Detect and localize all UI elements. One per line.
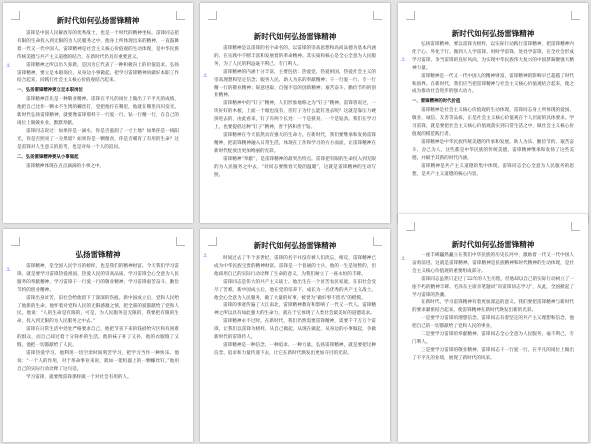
paragraph: 雷锋精神“奉献”，是雷锋精神的最突出特点。雷锋把有限的生命投入到无限的为人民服务之中去，“对同志要像春天般的温暖”，这就是雷锋精神的生动写照。 (214, 156, 376, 178)
margin-corner-mark (571, 11, 580, 20)
page-title: 新时代如何弘扬雷锋精神 (253, 241, 337, 250)
document-page-2[interactable] (200, 3, 390, 223)
margin-corner-mark (406, 222, 415, 231)
paragraph: 二是要学习雷锋的奉献精神。雷锋同志全心全意为人民服务，毫不利己，专门利人。 (412, 332, 574, 345)
page-title: 新时代如何弘扬雷锋精神 (451, 29, 535, 38)
margin-corner-mark (406, 11, 415, 20)
paragraph: 雷锋同志是伟大的共产主义战士。他出生在一个贫苦农民家庭，在旧社会受尽了苦难。新中国成立后，他在党的培养下，成长为一名优秀的共产主义战士。他全心全意为人民服务，做了大量的好事，被誉为“做好事不留名”的楷模。 (214, 279, 376, 301)
paragraph: 雷锋出身贫苦，旧社会给他留下了深深的伤痕。新中国成立后，党和人民给了他新的生命。他怀着对党和人民的无限感激之情，把全部的爱都献给了党和人民。他说：“人的生命是有限的，可是，为人民服务是无限的，我要把有限的生命，投入到无限的为人民服务之中去。” (17, 295, 179, 325)
page-body (214, 255, 376, 440)
page-body (412, 41, 574, 219)
document-page-5[interactable] (200, 229, 390, 442)
paragraph-anchor-icon: ⚓ (202, 73, 208, 79)
paragraph: 雷锋精神首先是一种敬业精神。雷锋在平凡的岗位上做出了不平凡的成绩，他把自己比作一颗永不生锈的螺丝钉，党把他拧在哪里，他就在哪里闪闪发光。新时代弘扬雷锋精神，就要像雷锋那样干一行爱一行、钻一行精一行，在自己的岗位上兢兢业业、默默奉献。 (17, 97, 179, 126)
page-title: 新时代如何弘扬雷锋精神 (56, 16, 140, 25)
margin-corner-mark (176, 237, 185, 246)
margin-corner-mark (373, 11, 382, 20)
paragraph: 在新时代，学习雷锋精神有着更加深远的意义。我们要把雷锋精神与新时代的要求紧密结合起来，使雷锋精神在新时代焕发出新的光彩。 (412, 300, 574, 314)
section-heading: 二、弘扬雷锋精神要从小事做起 (17, 154, 79, 160)
page-body (214, 45, 376, 219)
paragraph: 三是要学习雷锋的敬业精神。雷锋同志干一行爱一行，在平凡的岗位上做出了不平凡的业绩，展现了新时代的风采。 (412, 347, 574, 361)
paragraph: 雷锋精神永不过时。在新时代，我们仍然需要雷锋精神，需要千千万万个雷锋。让我们以雷锋为榜样，从自己做起，从现在做起，从身边的小事做起，争做新时代的雷锋传人。 (214, 319, 376, 341)
margin-corner-mark (208, 11, 217, 20)
document-page-6[interactable] (398, 214, 588, 442)
page-title: 新时代如何弘扬雷锋精神 (451, 240, 535, 249)
page-body (17, 263, 179, 440)
paragraph: 雷锋精神是社会主义核心价值观的生动体现。雷锋同志身上所体现的爱国、敬业、诚信、友善等品质，正是社会主义核心价值观在个人层面的具体要求。学习雷锋，就是要把社会主义核心价值观落实到日常生活之中，做社会主义核心价值观的模范践行者。 (412, 108, 574, 137)
page-title: 新时代如何弘扬雷锋精神 (253, 32, 337, 41)
paragraph: 雷锋精神是一种信念、一种追求、一种力量。弘扬雷锋精神，就是要把这种信念、追求和力量传递下去，让它在新时代焕发出更加夺目的光彩。 (214, 342, 376, 356)
section-heading: 一、弘扬雷锋精神要立足本职岗位 (17, 88, 83, 94)
paragraph: 雷锋精神是中华民族传统美德的传承和发展。助人为乐、勤俭节约、艰苦奋斗、舍己为人，这些都是中华民族的传统美德。雷锋精神继承和发扬了这些美德，并赋予其新的时代内涵。 (412, 139, 574, 161)
page-title: 弘扬雷锋精神 (75, 250, 121, 259)
paragraph: 雷锋的事迹传遍了大江南北，雷锋精神教育和影响了一代又一代人。雷锋精神之所以具有如此强大的生命力，就在于它体现了人类社会最美好的道德追求。 (214, 303, 376, 317)
paragraph-anchor-icon: ⚓ (400, 256, 406, 262)
paragraph: 雷锋精神体现在点点滴滴的小事之中。 (26, 163, 105, 169)
paragraph: 一座丰碑巍然矗立在我们中华民族的历史长河中，激励着一代又一代中国人奋勇前进。这就是雷锋精神。雷锋精神是民族精神和时代精神的生动体现，是社会主义核心价值观的重要组成部分。 (412, 253, 574, 274)
paragraph: 雷锋精神，是全国人民学习的榜样，也是我们的精神财富。今天我们学习雷锋，就是要学习雷锋热爱祖国、热爱人民的崇高品质，学习雷锋全心全意为人民服务的奉献精神，学习雷锋干一行爱一行的敬业精神，学习雷锋艰苦奋斗、勤俭节约的创业精神。 (17, 264, 179, 293)
paragraph: 雷锋同志说过：如果你是一滴水，你是否滋润了一寸土地？如果你是一线阳光，你是否照亮了一分黑暗？如果你是一颗粮食，你是否哺育了有用的生命？这是雷锋对人生意义的思考，也是对每一个人的追问。 (17, 128, 179, 150)
paragraph: 雷锋精神在今天依然具有强大的生命力。在新时代，我们要继承和发扬雷锋精神，把雷锋精神融入日常生活，体现在工作和学习的方方面面，让雷锋精神在新时代绽放出更加绚丽的光彩。 (214, 132, 376, 154)
document-page-4[interactable] (3, 229, 193, 442)
paragraph: 雷锋精神是共产主义道德的集中体现。雷锋同志全心全意为人民服务的思想，是共产主义道德的核心内容。 (412, 163, 574, 177)
page-body (412, 252, 574, 440)
paragraph: 雷锋是中国人民解放军的优秀战士，也是一个时代的精神坐标。雷锋同志把有限的生命投入到无限的为人民服务之中，他身上所体现出来的精神，一直鼓舞着一代又一代中国人。雷锋精神是社会主义核心价值观的生动体现，是中华民族传统美德与共产主义道德的结合，在新时代仍具有重要意义。 (17, 31, 179, 60)
margin-corner-mark (11, 237, 20, 246)
paragraph: 雷锋同志虽然只走过了22年的人生历程，但他却以自己的实际行动树立了一座不朽的精神丰碑。毛泽东主席亲笔题词“向雷锋同志学习”，从此，全国掀起了学习雷锋的热潮。 (412, 276, 574, 298)
paragraph: 雷锋精神之所以历久弥新，是因为它代表了一种积极向上的价值追求。弘扬雷锋精神，要立足本职岗位，从身边小事做起，把学习雷锋精神同做好本职工作结合起来，同践行社会主义核心价值观结合起来。 (17, 62, 179, 84)
section-heading: 一、雷锋精神的时代价值 (412, 99, 461, 105)
paragraph: 弘扬雷锋精神，要以雷锋为榜样，以实际行动践行雷锋精神，把雷锋精神内化于心、外化于行。做到人人学雷锋、时时学雷锋、处处学雷锋，在全社会形成学习雷锋、争当雷锋的良好风尚，为实现中华民族伟大复兴的中国梦凝聚强大精神力量。 (412, 42, 574, 71)
paragraph-anchor-icon: ⚓ (5, 63, 11, 69)
document-page-3[interactable] (398, 3, 588, 223)
paragraph-anchor-icon: ⚓ (5, 267, 11, 273)
paragraph: 时间过去了半个多世纪，雷锋的名字并没有被人们淡忘，相反，雷锋精神已成为中华民族宝贵的精神财富。雷锋是一个普通的士兵，他的一生是短暂的，但他却用自己的实际行动诠释了生命的意义，为我们树立了一座永恒的丰碑。 (214, 256, 376, 277)
paragraph: 雷锋精神是以雷锋的名字命名的、以雷锋的崇高思想和高尚品德为基本内涵的、在实践中不断丰富和发展着的革命精神。其实质和核心是全心全意为人民服务，为了人民的利益毫不利己、专门利人。 (214, 46, 376, 67)
paragraph-anchor-icon: ⚓ (400, 57, 406, 63)
paragraph: 雷锋热爱学习，他利用一切空余时间刻苦学习，把学习当作一种快乐。他说：“一个人的作用，对于革命事业来说，就如一架机器上的一颗螺丝钉。”他用自己的实际行动诠释了这句话。 (17, 350, 179, 372)
paragraph: 雷锋精神的内涵十分丰富，主要包括：热爱党、热爱祖国、热爱社会主义的崇高理想和坚定信念；服务人民、助人为乐的奉献精神；干一行爱一行、专一行精一行的敬业精神；锐意进取、自强不息的创新精神；艰苦奋斗、勤俭节约的创业精神。 (214, 69, 376, 99)
margin-corner-mark (571, 222, 580, 231)
paragraph-anchor-icon: ⚓ (202, 253, 208, 259)
paragraph: 学习雷锋，就要像雷锋那样做一个对社会有用的人。 (26, 374, 132, 380)
page-body (17, 30, 179, 219)
paragraph: 雷锋精神中的“钉子”精神，人们形象地称之为“钉子”精神。雷锋曾说过，一块好好的木板，上面一个眼也没有，但钉子为什么能钉进去呢？这就是靠压力硬挤进去的，由此看来，钉子有两个长处：一个是挤劲，一个是钻劲。我们在学习上，也要提倡这种“钉子”精神，善于挤和善于钻。 (214, 101, 376, 131)
paragraph: 雷锋精神是一代又一代中国人的精神财富，雷锋精神的影响早已超越了时代和国界。在新时代，我们应当把雷锋精神与社会主义核心价值观结合起来，使之成为推动社会进步的强大动力。 (412, 73, 574, 95)
document-page-1[interactable] (3, 3, 193, 223)
paragraph: 一是要学习雷锋的理想信念。雷锋同志有着坚定的共产主义理想和信念，他把自己的一切都献给了党和人民的事业。 (412, 316, 574, 330)
paragraph: 雷锋在日常生活中处处严格要求自己，他把节省下来的钱捐给灾区和有困难的群众，而自己却过着十分简朴的生活。他的袜子补了又补，他的衣服缝了又缝，他把一切都献给了人民。 (17, 327, 179, 349)
